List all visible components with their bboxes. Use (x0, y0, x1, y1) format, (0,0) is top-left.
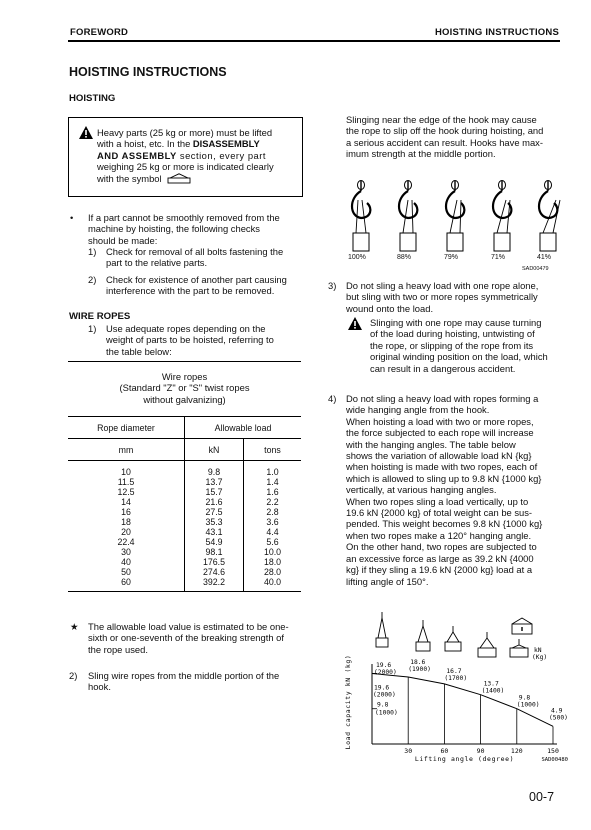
text-line: On the other hand, two ropes are subjected to (346, 541, 537, 553)
table-cell: 16 (68, 507, 185, 517)
text-line: Slinging near the edge of the hook may cause (346, 114, 537, 125)
text-line: When two ropes sling a load vertically, up to (346, 495, 529, 507)
text-line: Slinging with one rope may cause turning (370, 317, 542, 328)
header-rule (68, 40, 560, 42)
text-line: machine by hoisting, the following checks (88, 223, 260, 235)
hook-drawing (539, 181, 560, 252)
table-cell: 274.6 (185, 567, 244, 577)
item-3-warning (370, 317, 562, 374)
section-title: HOISTING INSTRUCTIONS (69, 65, 227, 79)
data-label: 9.8 (518, 694, 531, 702)
text-line: the rope used. (88, 643, 148, 655)
table-cell: 15.7 (185, 487, 244, 497)
data-label: 13.7 (483, 680, 499, 688)
text-line: Do not sling a heavy load with ropes forming a (346, 393, 539, 404)
table-units-row (68, 439, 301, 461)
text-line: (Standard "Z" or "S" twist ropes (119, 382, 250, 394)
text-line: kg} if they sling a 19.6 kN {2000 kg} load at a (346, 564, 533, 576)
text-line: which is allowed to sling up to 9.8 kN {1000 kg} (346, 472, 542, 484)
table-row (68, 577, 301, 592)
table-body (68, 461, 301, 592)
text-line: Check for existence of another part causing (106, 274, 287, 285)
load-capacity-chart (340, 612, 570, 770)
table-cell: 18 (68, 517, 185, 527)
text-line: interference with the part to be removed. (106, 285, 275, 297)
text-line: hook. (88, 681, 111, 693)
warning-text (97, 127, 297, 184)
text-line: lifting angle of 150°. (346, 575, 429, 587)
caption-rule (68, 361, 301, 362)
text-line: the rope to slip off the hook during hoisting, and (346, 125, 544, 137)
left-item-2-num: 2) (69, 670, 78, 681)
text-line: original winding position on the load, which (370, 351, 548, 363)
text-line: part to the relative parts. (106, 257, 208, 269)
table-unit-cell: tons (264, 444, 281, 455)
text-line: imum strength at the middle portion. (346, 148, 496, 160)
sling-angle-pictogram (510, 639, 528, 657)
hook-percent: 79% (444, 254, 459, 261)
warning-text-part: section, every part (176, 149, 266, 161)
data-label: (2000) (374, 669, 397, 676)
data-label: 18.6 (410, 659, 426, 667)
bullet-item-2 (106, 274, 306, 297)
hook-figure-code: SAD00479 (522, 266, 549, 272)
header-left: FOREWORD (70, 27, 129, 38)
wire-ropes-title: WIRE ROPES (69, 311, 131, 322)
text-line: weight of parts to be hoisted, referring to (106, 334, 274, 346)
table-row (68, 557, 301, 567)
warning-line: Heavy parts (25 kg or more) must be lifted (97, 127, 273, 138)
table-cell: 14 (68, 497, 185, 507)
hook-drawing (399, 181, 417, 252)
table-header-cell: Allowable load (214, 422, 272, 433)
table-cell: 1.4 (266, 477, 279, 487)
bullet-item-1-num: 1) (88, 246, 97, 257)
sling-angle-pictogram (445, 626, 461, 651)
text-line: wound onto the load. (346, 302, 434, 314)
page-number: 00-7 (529, 790, 555, 804)
y-tick-label: 19.6 (374, 684, 390, 692)
table-row (68, 507, 301, 517)
x-tick-label: 150 (547, 747, 559, 755)
data-label: (1000) (516, 701, 540, 709)
sling-angle-pictogram (416, 620, 430, 651)
item-4 (346, 393, 561, 587)
table-cell: 5.6 (266, 537, 279, 547)
table-cell: 1.6 (266, 487, 279, 497)
text-line: an excessive force as large as 39.2 kN {4000 (346, 552, 534, 564)
item-4-num: 4) (328, 393, 337, 404)
y-axis-label: Load capacity kN (kg) (344, 654, 352, 750)
warning-text-part: with the symbol (97, 172, 162, 184)
sling-angle-pictogram (512, 618, 532, 634)
text-line: pended. This weight becomes 9.8 kN {1000 kg} (346, 518, 543, 530)
table-cell: 50 (68, 567, 185, 577)
warning-line (97, 173, 297, 184)
text-line: when hoisting is made with two ropes, each of (346, 461, 538, 473)
warning-triangle-icon (348, 317, 362, 330)
hook-percent-row (338, 254, 564, 266)
left-item-2 (88, 670, 302, 693)
table-row (68, 537, 301, 547)
table-unit-cell: kN (185, 439, 244, 461)
warning-line (97, 138, 297, 149)
data-label: 4.9 (551, 707, 563, 715)
table-unit-cell: mm (68, 439, 185, 461)
table-cell: 40.0 (263, 577, 282, 587)
sling-angle-pictogram (376, 612, 388, 647)
hook-drawing (446, 181, 464, 252)
table-cell: 20 (68, 527, 185, 537)
table-row (68, 497, 301, 507)
table-cell: 22.4 (68, 537, 185, 547)
bullet-dot: • (70, 212, 74, 223)
subsection-title: HOISTING (69, 93, 116, 104)
text-line: vertically, at various hanging angles. (346, 484, 497, 496)
table-cell: 176.5 (185, 557, 244, 567)
table-cell: 3.6 (266, 517, 279, 527)
warning-line (97, 150, 297, 161)
table-cell: 43.1 (185, 527, 244, 537)
warning-text-bold: DISASSEMBLY (192, 138, 260, 150)
table-cell: 30 (68, 547, 185, 557)
data-label: (500) (549, 714, 568, 722)
y-tick-label: (2000) (373, 691, 396, 699)
data-label: 16.7 (446, 667, 462, 675)
table-cell: 40 (68, 557, 185, 567)
star-icon: ★ (70, 621, 79, 632)
table-cell: 98.1 (185, 547, 244, 557)
text-line: a serious accident can result. Hooks have max- (346, 136, 543, 148)
bullet-item-2-num: 2) (88, 274, 97, 285)
hook-drawing (493, 181, 511, 252)
text-line: Use adequate ropes depending on the (106, 323, 266, 334)
text-line: The allowable load value is estimated to be one- (88, 621, 289, 632)
wire-rope-table (68, 416, 301, 592)
wire-ropes-item-1-num: 1) (88, 323, 97, 334)
table-cell: 18.0 (263, 557, 282, 567)
table-row (68, 527, 301, 537)
text-line: wide hanging angle from the hook. (346, 404, 490, 416)
data-label: 19.6 (376, 662, 392, 669)
table-cell: 60 (68, 577, 185, 592)
x-tick-label: 60 (440, 747, 449, 755)
header-right: HOISTING INSTRUCTIONS (434, 27, 559, 38)
table-row (68, 547, 301, 557)
table-cell: 1.0 (266, 467, 279, 477)
table-cell: 4.4 (266, 527, 279, 537)
x-tick-label: 120 (510, 747, 523, 755)
y-tick-label: (1000) (375, 709, 398, 717)
table-row (68, 461, 301, 478)
unit-label: kN (534, 647, 542, 654)
table-cell: 27.5 (185, 507, 244, 517)
text-line: but sling with two or more ropes symmetrically (346, 291, 538, 303)
warning-line: weighing 25 kg or more is indicated clearly (97, 161, 274, 173)
warning-triangle-icon (79, 126, 93, 139)
data-label: (1900) (408, 666, 431, 674)
table-cell: 10.0 (263, 547, 282, 557)
bullet-paragraph (88, 212, 300, 246)
table-row (68, 477, 301, 487)
table-cell: 35.3 (185, 517, 244, 527)
hoist-symbol-icon (167, 173, 191, 184)
text-line: When hoisting a load with two or more ropes, (346, 415, 534, 427)
table-header-row (68, 417, 301, 439)
table-cell: 9.8 (185, 461, 244, 478)
text-line: 19.6 kN {2000 kg} of total weight can be sus- (346, 507, 533, 519)
wire-rope-table-wrap (68, 416, 301, 592)
table-cell: 12.5 (68, 487, 185, 497)
table-cell: 392.2 (185, 577, 244, 592)
item-3 (346, 280, 561, 314)
warning-text-part: with a hoist, etc. In the (97, 138, 193, 150)
text-line: If a part cannot be smoothly removed from the (88, 212, 280, 223)
data-label: (1400) (481, 687, 505, 695)
hook-percent: 100% (348, 254, 366, 261)
text-line: the rope, or slipping of the rope from its (370, 339, 534, 351)
text-line: Wire ropes (161, 371, 208, 382)
hook-percent: 71% (491, 254, 506, 261)
data-label: (1700) (444, 674, 468, 682)
table-row (68, 517, 301, 527)
item-3-num: 3) (328, 280, 337, 291)
table-row (68, 487, 301, 497)
text-line: the table below: (106, 345, 172, 357)
table-cell: 13.7 (185, 477, 244, 487)
text-line: can result in a dangerous accident. (370, 362, 516, 374)
warning-box (68, 117, 303, 197)
text-line: with the hanging angles. The table below (346, 438, 516, 450)
hook-drawing (352, 181, 370, 252)
table-cell: 28.0 (263, 567, 282, 577)
text-line: of the load during hoisting, untwisting of (370, 328, 535, 340)
star-note (88, 621, 302, 655)
text-line: when two ropes make a 120° hanging angle. (346, 529, 532, 541)
right-intro (346, 114, 560, 160)
wire-ropes-caption (68, 371, 301, 405)
table-header-cell: Rope diameter (68, 417, 185, 439)
text-line: should be made: (88, 234, 158, 246)
text-line: Do not sling a heavy load with one rope alone, (346, 280, 539, 291)
hook-percent: 41% (537, 254, 552, 261)
text-line: shows the variation of allowable load kN {kg} (346, 450, 532, 462)
text-line: without galvanizing) (143, 393, 226, 405)
wire-ropes-item-1 (106, 323, 300, 357)
x-tick-label: 90 (476, 747, 485, 755)
text-line: the force subjected to each rope will increase (346, 427, 534, 439)
unit-label: (Kg) (532, 654, 548, 661)
text-line: sixth or one-seventh of the breaking strength of (88, 632, 284, 644)
table-cell: 21.6 (185, 497, 244, 507)
table-row (68, 567, 301, 577)
bullet-item-1 (106, 246, 306, 269)
figure-code: SAD00480 (541, 757, 568, 763)
x-axis-label: Lifting angle (degree) (414, 755, 515, 763)
table-cell: 11.5 (68, 477, 185, 487)
table-cell: 2.2 (266, 497, 279, 507)
table-cell: 2.8 (266, 507, 279, 517)
text-line: Sling wire ropes from the middle portion of the (88, 670, 280, 681)
hook-percent: 88% (397, 254, 412, 261)
x-tick-label: 30 (404, 747, 413, 755)
sling-angle-pictogram (478, 632, 496, 657)
warning-text-bold: AND ASSEMBLY (97, 149, 177, 161)
table-cell: 54.9 (185, 537, 244, 547)
table-cell: 10 (68, 461, 185, 478)
text-line: Check for removal of all bolts fastening the (106, 246, 284, 257)
y-tick-label: 9.8 (377, 701, 389, 709)
